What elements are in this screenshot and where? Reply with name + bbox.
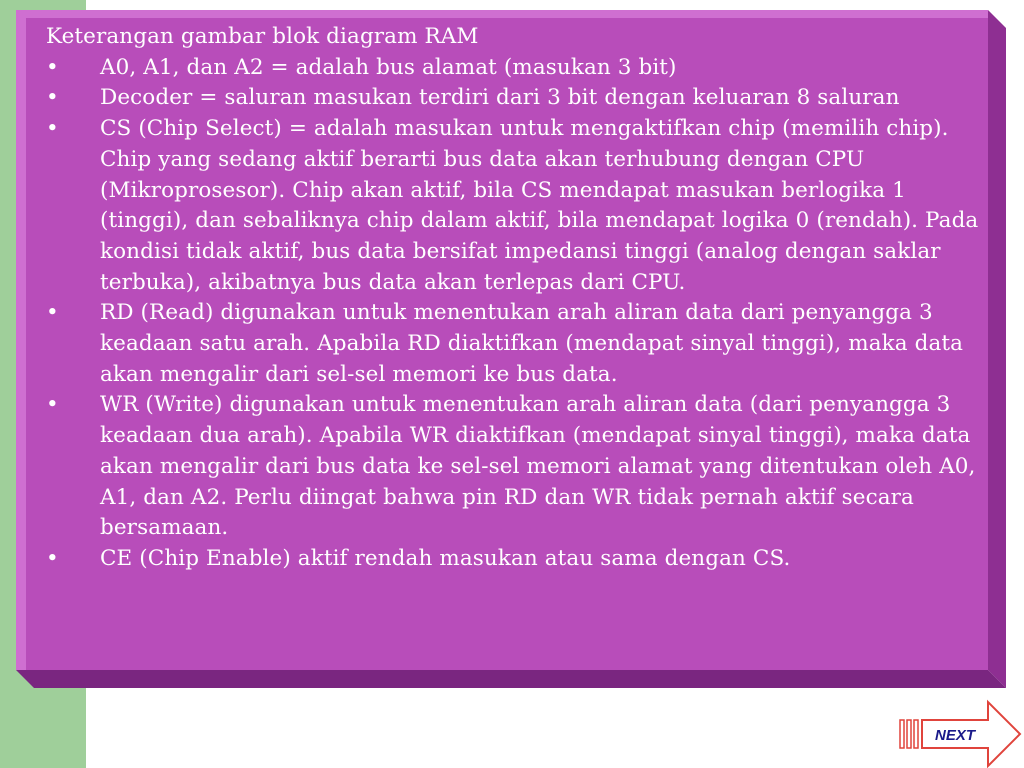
list-item-text: Decoder = saluran masukan terdiri dari 3 bit dengan keluaran 8 saluran [100, 85, 900, 111]
slide-heading: Keterangan gambar blok diagram RAM [46, 24, 479, 49]
list-item-text: CS (Chip Select) = adalah masukan untuk mengaktifkan chip (memilih chip). Chip yang sedang aktif berarti bus data akan terhubung dengan CPU (Mikroprosesor). Chip akan aktif, bila CS mendapat masukan berlogika 1 (tinggi), dan sebaliknya chip dalam aktif, bila mendapat logika 0 (rendah). Pada kondisi tidak aktif, bus data bersifat impedansi tinggi (analog dengan saklar terbuka), akibatnya bus data akan terlepas dari CPU. [100, 116, 979, 295]
bullet-list [46, 53, 996, 575]
bullet-dot: • [46, 54, 59, 80]
list-item [46, 83, 996, 114]
list-item [46, 544, 996, 575]
next-arrow-icon [898, 698, 1022, 768]
bullet-dot: • [46, 392, 59, 418]
slide-content [46, 22, 996, 575]
list-item-text: WR (Write) digunakan untuk menentukan arah aliran data (dari penyangga 3 keadaan dua arah). Apabila WR diaktifkan (mendapat sinyal tinggi), maka data akan mengalir dari bus data ke sel-sel memori alamat yang ditentukan oleh A0, A1, dan A2. Perlu diingat bahwa pin RD dan WR tidak pernah aktif secara bersamaan. [100, 392, 976, 541]
list-item-text: RD (Read) digunakan untuk menentukan arah aliran data dari penyangga 3 keadaan satu arah. Apabila RD diaktifkan (mendapat sinyal tinggi), maka data akan mengalir dari sel-sel memori ke bus data. [100, 300, 964, 387]
list-item [46, 114, 996, 298]
list-item-text: CE (Chip Enable) aktif rendah masukan atau sama dengan CS. [100, 545, 791, 571]
bullet-dot: • [46, 300, 59, 326]
bullet-dot: • [46, 85, 59, 111]
bullet-dot: • [46, 545, 59, 571]
list-item [46, 53, 996, 84]
bullet-dot: • [46, 116, 59, 142]
arrow-tail-stripe-2 [907, 720, 911, 748]
next-button[interactable] [898, 698, 1022, 768]
panel-bottom-bevel [16, 670, 1006, 688]
arrow-tail-stripe-1 [900, 720, 904, 748]
next-label: NEXT [934, 727, 976, 744]
list-item [46, 390, 996, 544]
list-item [46, 298, 996, 390]
list-item-text: A0, A1, dan A2 = adalah bus alamat (masukan 3 bit) [100, 54, 677, 80]
arrow-tail-stripe-3 [914, 720, 918, 748]
